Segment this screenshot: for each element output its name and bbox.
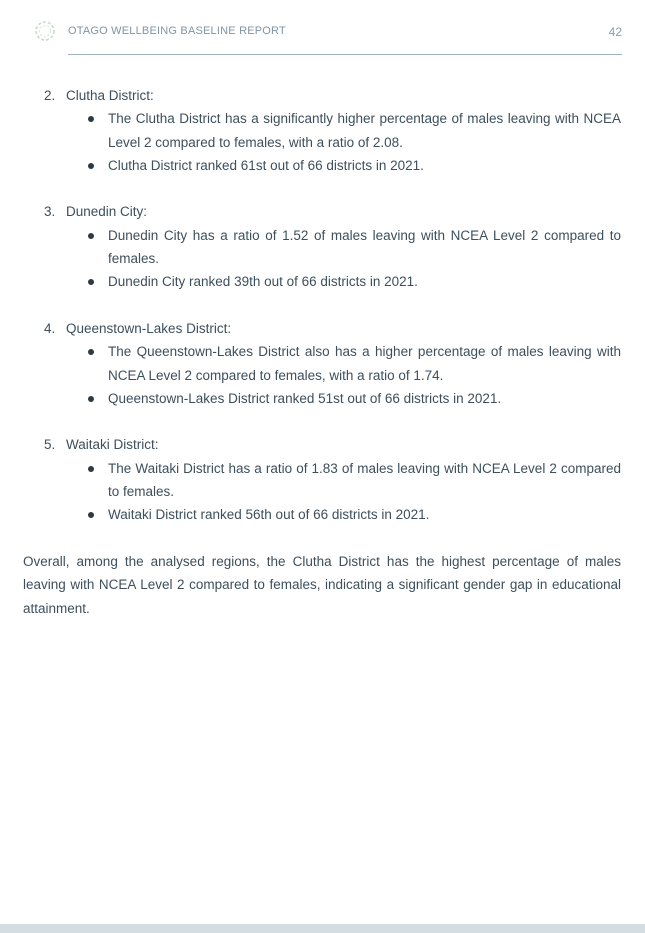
- bullet-text: The Clutha District has a significantly higher percentage of males leaving with NCEA Level 2 compared to females, with a ratio of 2.08.: [108, 111, 621, 150]
- footer-bar: [0, 924, 645, 933]
- wreath-logo-icon: [33, 19, 57, 43]
- section-number: 3.: [44, 204, 56, 220]
- bullet-list: [0, 107, 645, 177]
- page-number: 42: [608, 25, 622, 39]
- bullet-dot-icon: [88, 512, 94, 518]
- bullet-item: [0, 107, 645, 154]
- bullet-item: [0, 503, 645, 526]
- bullet-dot-icon: [88, 279, 94, 285]
- bullet-text: Waitaki District ranked 56th out of 66 districts in 2021.: [108, 507, 430, 523]
- section-queenstown-lakes: [0, 317, 645, 410]
- bullet-item: [0, 457, 645, 504]
- bullet-text: Dunedin City has a ratio of 1.52 of males leaving with NCEA Level 2 compared to females.: [108, 227, 621, 267]
- bullet-text: Dunedin City ranked 39th out of 66 districts in 2021.: [108, 274, 418, 290]
- section-title: Queenstown-Lakes District:: [66, 320, 232, 336]
- bullet-item: [0, 340, 645, 387]
- bullet-dot-icon: [88, 233, 94, 239]
- section-title: Dunedin City:: [66, 204, 148, 220]
- bullet-item: [0, 387, 645, 410]
- bullet-text: Clutha District ranked 61st out of 66 districts in 2021.: [108, 157, 424, 173]
- section-title: Waitaki District:: [66, 437, 159, 453]
- section-waitaki: [0, 433, 645, 526]
- section-clutha: [0, 84, 645, 177]
- bullet-dot-icon: [88, 396, 94, 402]
- section-number: 5.: [44, 437, 56, 453]
- bullet-list: [0, 340, 645, 410]
- section-dunedin: [0, 200, 645, 293]
- bullet-dot-icon: [88, 466, 94, 472]
- section-heading: [0, 317, 645, 340]
- page-header: [0, 0, 645, 60]
- bullet-dot-icon: [88, 163, 94, 169]
- bullet-dot-icon: [88, 116, 94, 122]
- bullet-list: [0, 457, 645, 527]
- bullet-dot-icon: [88, 349, 94, 355]
- header-divider: [68, 54, 622, 55]
- bullet-item: [0, 270, 645, 293]
- bullet-item: [0, 154, 645, 177]
- bullet-text: Queenstown-Lakes District ranked 51st out of 66 districts in 2021.: [108, 390, 502, 406]
- section-number: 4.: [44, 320, 56, 336]
- section-number: 2.: [44, 88, 56, 103]
- bullet-list: [0, 224, 645, 294]
- section-heading: [0, 200, 645, 223]
- page-content: [0, 84, 645, 620]
- bullet-text: The Queenstown-Lakes District also has a higher percentage of males leaving with NCEA Level 2 compared to females, with a ratio of 1.74.: [108, 344, 621, 383]
- section-title: Clutha District:: [66, 88, 154, 103]
- summary-paragraph: Overall, among the analysed regions, the Clutha District has the highest percentage of males leaving with NCEA Level 2 compared to females, indicating a significant gender gap in educational attainment.: [23, 553, 621, 616]
- section-heading: [0, 84, 645, 107]
- bullet-item: [0, 224, 645, 271]
- bullet-text: The Waitaki District has a ratio of 1.83 of males leaving with NCEA Level 2 compared to females.: [108, 460, 621, 500]
- section-heading: [0, 433, 645, 456]
- report-title: OTAGO WELLBEING BASELINE REPORT: [68, 25, 286, 37]
